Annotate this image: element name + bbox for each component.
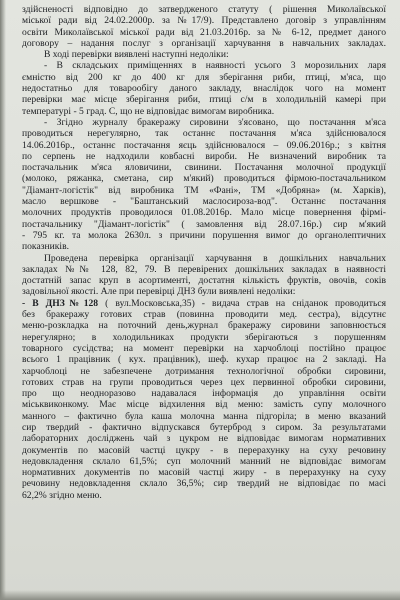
text-line-31: товарного сусідства; на момент перевірки на харчоблоці постійно працює [22,342,386,354]
text-line-12: проводиться нерегулярно, так останнє постачання м'яса здійснювалося [22,128,386,140]
text-line-20: постачальнику "Діамант-логістік" ( замовлення від 28.07.16р.) сир м'який [22,218,386,230]
text-line-10: температурі - 5 град. С, що не відповідає вимогам виробника. [22,105,275,117]
text-line-43: речовину недовкладення склало 36,5%; сир твердий не відповідає по масі [22,478,386,490]
text-line-44: 62,2% згідно меню. [22,489,102,501]
text-line-39: лабораторних досліджень чай з цукром не відповідає вимогам нормативних [22,433,386,445]
text-line-22: показників. [22,241,70,253]
text-line-41: недовкладення склало 61,5%; суп молочний манний не відповідає вимогам [22,455,386,467]
text-line-25: достатній запас круп в асортименті, достатня кількість фруктів, овочів, соків [22,275,386,287]
text-line-11: - Згідно журналу бракеражу сировини з'ясовано, що постачання м'яса [44,116,386,128]
text-line-33: харчоблоці не забезпечене дотримання технологічної обробки сировини, [22,365,386,377]
text-line-5: В ході перевірки виявлені наступні недоліки: [44,49,229,61]
text-line-18: масло вершкове - "Баштанський маслосироза-вод". Останнє постачання [22,196,386,208]
text-line-30: нерегулярно; в холодильниках продукти зберігаються з порушенням [22,331,386,343]
text-line-35: про що неодноразово надавалася інформація до управління освіти [22,388,386,400]
text-line-8: недостатньо для товарообігу даного закладу, внаслідок чого на момент [22,83,386,95]
text-line-17: "Діамант-логістік" від виробника ТМ «Фані», ТМ «Добряна» (м. Харків), [22,184,386,196]
kindergarten-heading: - В ДНЗ№128 [22,297,99,309]
text-line-28: без бракеражу готових страв (повинна проводити мед. сестра), відсутнє [22,309,386,321]
text-line-14: по серпень не надходили ковбасні вироби. Не визначений виробник та [22,150,386,162]
text-line-27 [22,298,386,309]
text-line-6: - В складських приміщеннях в наявності усього 3 морозильних ларя [44,60,386,72]
text-line-32: всього 1 працівник ( кух. працівник), шеф. кухар працює на 2 закладі. На [22,354,386,366]
text-line-38: сир твердий - фактично відпускався бутерброд з сиром. За результатами [22,421,386,433]
text-line-19: молочних продуктів проводилося 01.08.2016р. Мало місце повернення фірмі- [22,207,386,219]
text-line-29: меню-розкладка на поточний день,журнал бракеражу сировини заповнюється [22,320,386,332]
text-line-3: освіти Миколаївської міської ради від 21.03.2016р. за № 6-12, предмет даного [22,26,386,38]
text-line-21: - 795 кг. та молока 2630л. з причини порушення вимог до органолептичних [22,229,386,241]
text-line-37: манного – фактично була каша молочна манна підгоріла; в меню вказаний [22,410,386,422]
text-line-16: (молоко, ряжанка, сметана, сир м'який) проводиться фірмою-постачальником [22,173,386,185]
page-bottom-edge [0,590,400,600]
text-line-36: міськвиконкому. Має місце відхилення від меню: замість супу молочного [22,399,386,411]
text-line-42: нормативних документів по масовій частці жиру - в перерахунку на суху [22,467,386,479]
text-line-27-rest: ( вул.Московська,35) - видача страв на сніданок проводиться [105,297,386,309]
text-line-15: постачальник м'яса яловичини, свинини. Постачання молочної продукції [22,162,386,174]
page-fold-shadow [0,0,6,600]
text-line-1: здійсненості відповідно до затвердженого статуту ( рішення Миколаївської [22,4,386,15]
text-line-24: закладах №№ 128, 82, 79. В перевірених дошкільних закладах в наявності [22,263,386,275]
text-line-2: міської ради від 24.02.2000р. за №17/9). Представлено договір з управлінням [22,15,386,27]
document-body [22,4,386,501]
text-line-13: 14.06.2016р., останнє постачання яєць здійснювалося – 09.06.2016р.; з квітня [22,139,386,151]
text-line-26: задовільної якості. Але при перевірці ДНЗ були виявлені недоліки: [22,286,296,298]
text-line-7: ємністю від 200 кг до 400 кг для зберігання риби, птиці, м'яса, що [22,71,386,83]
text-line-9: перевірки має місце зберігання риби, птиці с/м в холодильній камері при [22,94,386,106]
text-line-34: готових страв на групи проводиться через цех первинної обробки сировини, [22,376,386,388]
text-line-40: документів по масовій частці цукру - в перерахунку на суху речовину [22,444,386,456]
text-line-4: договору – надання послуг з організації харчування в навчальних закладах. [22,37,386,49]
text-line-23: Проведена перевірка організації харчування в дошкільних навчальних [44,252,386,264]
